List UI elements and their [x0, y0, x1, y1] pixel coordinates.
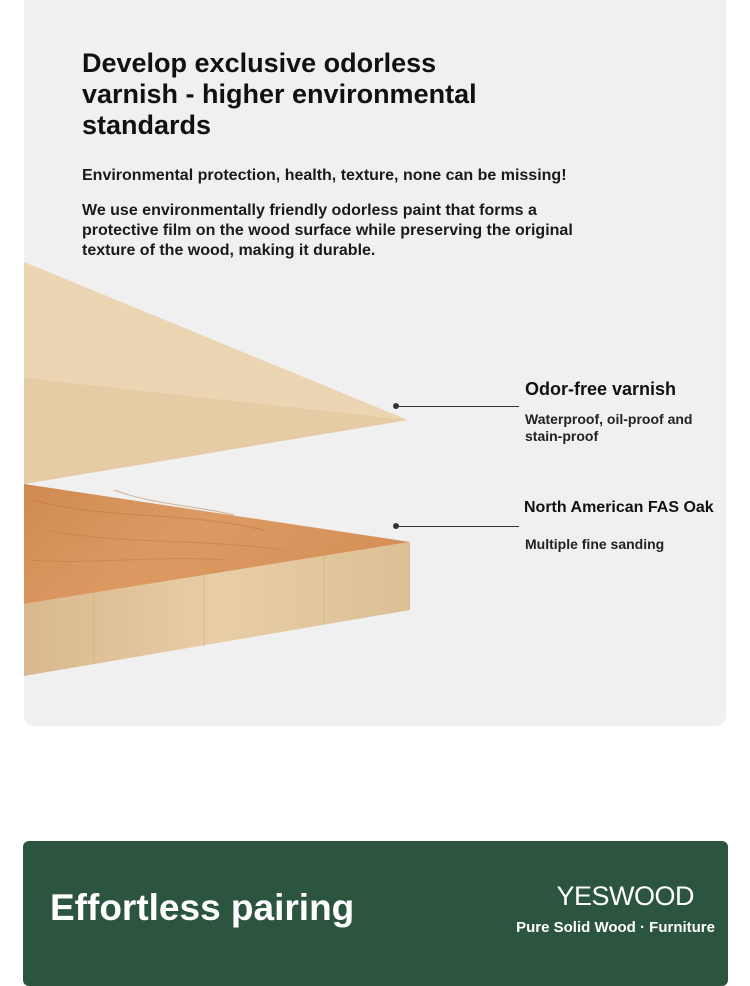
feature-headline: Develop exclusive odorless varnish - higher environmental standards — [82, 48, 477, 140]
callout-title-varnish: Odor-free varnish — [525, 379, 677, 399]
brand-logo: YESWOOD — [556, 881, 694, 911]
feature-panel — [24, 0, 726, 726]
callout-line-varnish — [396, 406, 519, 407]
callout-desc-varnish: Waterproof, oil-proof and stain-proof — [525, 411, 693, 444]
callout-line-oak — [396, 526, 519, 527]
brand-tagline: Pure Solid Wood · Furniture — [516, 919, 715, 936]
callout-desc-oak: Multiple fine sanding — [525, 536, 665, 552]
wood-layers-illustration — [24, 0, 726, 726]
feature-body-text: We use environmentally friendly odorless paint that forms a protective film on the wood surface while preserving the original texture of the wood, making it durable. — [82, 202, 573, 259]
footer-title: Effortless pairing — [50, 887, 355, 928]
feature-subhead: Environmental protection, health, texture, none can be missing! — [82, 167, 567, 184]
callout-title-oak: North American FAS Oak — [524, 499, 714, 516]
footer-banner — [23, 841, 728, 986]
